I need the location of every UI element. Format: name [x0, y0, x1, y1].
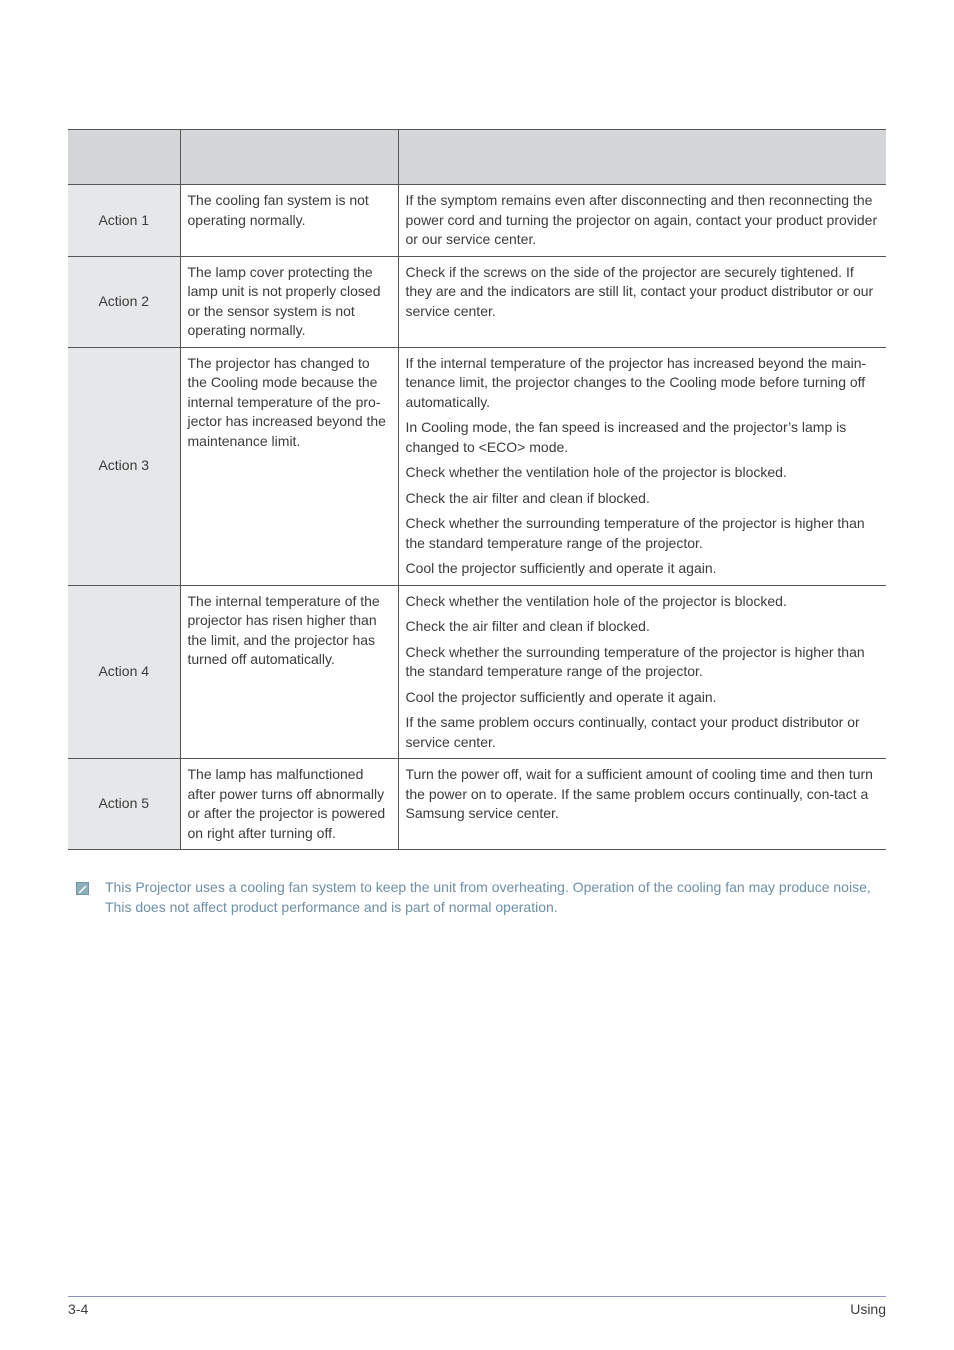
solution-text: Check if the screws on the side of the projector are securely tightened. If they are and the indicators are still lit, contact your product distributor or our service center.	[405, 263, 874, 319]
action-cell: Action 5	[68, 759, 180, 850]
action-cell: Action 2	[68, 256, 180, 347]
cause-cell: The lamp cover protecting the lamp unit is not properly closed or the sensor system is not operating normally.	[180, 256, 398, 347]
footer-divider	[68, 1296, 886, 1297]
solution-text: Check whether the surrounding temperature of the projector is higher than the standard temperature range of the projector.	[405, 643, 865, 679]
header-cell-solution	[398, 130, 886, 185]
table-row	[68, 759, 886, 850]
solution-text: Check the air filter and clean if blocked.	[405, 618, 650, 634]
solution-text: If the same problem occurs continually, contact your product distributor or service center.	[405, 714, 860, 750]
solution-text: Check whether the ventilation hole of the projector is blocked.	[405, 592, 787, 609]
solution-cell	[398, 185, 886, 257]
cause-cell: The lamp has malfunctioned after power turns off abnormally or after the projector is powered on right after turning off.	[180, 759, 398, 850]
cause-cell: The cooling fan system is not operating normally.	[180, 185, 398, 257]
solution-text: Check whether the ventilation hole of the projector is blocked.	[405, 464, 787, 480]
table-row	[68, 185, 886, 257]
header-cell-cause	[180, 130, 398, 185]
solution-text: If the symptom remains even after disconnecting and then reconnecting the power cord and turning the projector on again, contact your product provider or our service center.	[405, 192, 878, 247]
solution-text: If the internal temperature of the projector has increased beyond the main-tenance limit, the projector changes to the Cooling mode before turning off automatically.	[405, 354, 867, 410]
section-name: Using	[850, 1301, 886, 1317]
cause-cell: The projector has changed to the Cooling mode because the internal temperature of the pro-jector has increased beyond the maintenance limit.	[180, 347, 398, 585]
solution-cell	[398, 347, 886, 585]
note-block	[76, 877, 888, 917]
solution-text: Turn the power off, wait for a sufficient amount of cooling time and then turn the power on to operate. If the same problem occurs continually, con-tact a Samsung service center.	[405, 766, 873, 821]
table-row	[68, 585, 886, 759]
table-row	[68, 256, 886, 347]
page-number: 3-4	[68, 1301, 89, 1317]
solution-text: Check whether the surrounding temperature of the projector is higher than the standard temperature range of the projector.	[405, 515, 865, 551]
note-text: This Projector uses a cooling fan system to keep the unit from overheating. Operation of the cooling fan may produce noise, This does not affect product performance and is part of normal operation.	[105, 879, 871, 915]
solution-text: Cool the projector sufficiently and operate it again.	[405, 688, 717, 705]
action-cell: Action 4	[68, 585, 180, 759]
table-header-row	[68, 130, 886, 185]
solution-text: Cool the projector sufficiently and operate it again.	[405, 560, 717, 576]
solution-text: Check the air filter and clean if blocked.	[405, 489, 650, 506]
header-cell-action	[68, 130, 180, 185]
table-row	[68, 347, 886, 585]
solution-cell	[398, 256, 886, 347]
solution-cell	[398, 585, 886, 759]
action-cell: Action 1	[68, 185, 180, 257]
note-icon	[76, 880, 89, 893]
solution-text: In Cooling mode, the fan speed is increased and the projector’s lamp is changed to <ECO> mode.	[405, 419, 847, 455]
action-cell: Action 3	[68, 347, 180, 585]
troubleshooting-table	[68, 129, 886, 850]
cause-cell: The internal temperature of the projector has risen higher than the limit, and the projector has turned off automatically.	[180, 585, 398, 759]
solution-cell	[398, 759, 886, 850]
